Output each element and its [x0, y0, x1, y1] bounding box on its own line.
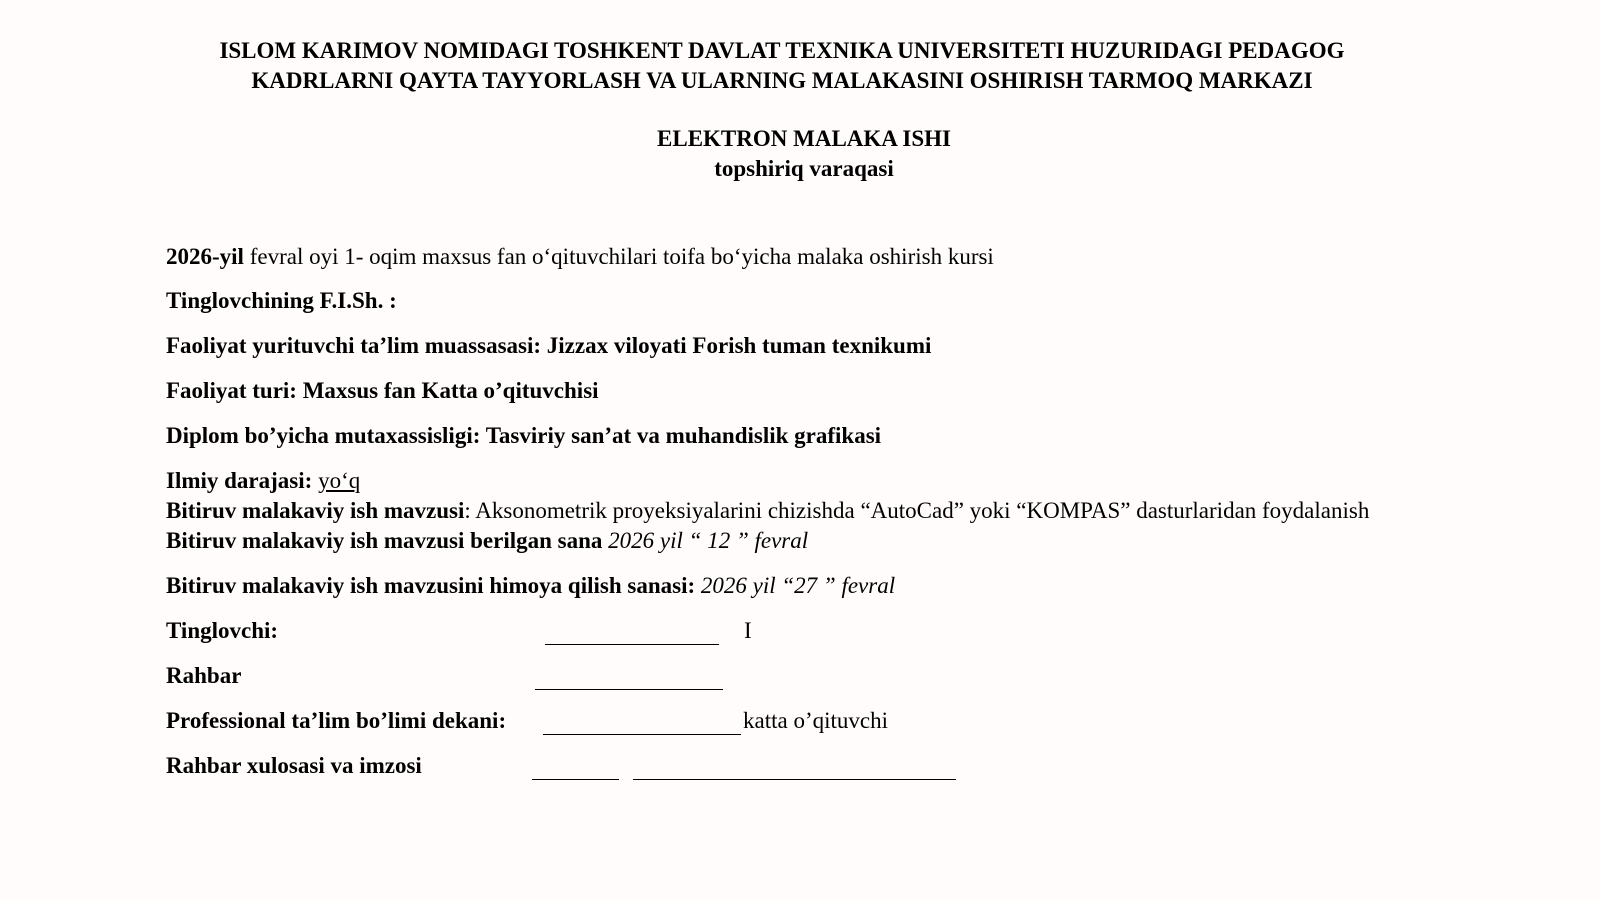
given-date-line — [166, 526, 808, 556]
given-date-label: Bitiruv malakaviy ish mavzusi berilgan sana — [166, 528, 609, 553]
degree-value: yo‘q — [318, 468, 361, 493]
conclusion-signature-blank[interactable] — [633, 757, 956, 780]
defense-date-label: Bitiruv malakaviy ish mavzusini himoya qilish sanasi: — [166, 573, 701, 598]
listener-signature-label: Tinglovchi: — [166, 618, 279, 643]
degree-label: Ilmiy darajasi: — [166, 468, 319, 493]
supervisor-signature-blank[interactable] — [535, 667, 723, 690]
conclusion-date-blank[interactable] — [532, 757, 619, 780]
header-line-2: KADRLARNI QAYTA TAYYORLASH VA ULARNING MALAKASINI OSHIRISH TARMOQ MARKAZI — [251, 68, 1313, 93]
course-line — [166, 242, 994, 272]
header-line-1: ISLOM KARIMOV NOMIDAGI TOSHKENT DAVLAT TEXNIKA UNIVERSITETI HUZURIDAGI PEDAGOG — [219, 38, 1345, 63]
document-title-block — [0, 124, 1600, 184]
dean-title: katta o’qituvchi — [743, 708, 888, 733]
topic-label: Bitiruv malakaviy ish mavzusi — [166, 498, 465, 523]
course-text: fevral oyi 1- oqim maxsus fan o‘qituvchilari toifa bo‘yicha malaka oshirish kursi — [243, 244, 994, 269]
listener-mark: I — [744, 618, 752, 643]
diploma-line: Diplom bo’yicha mutaxassisligi: Tasviriy san’at va muhandislik grafikasi — [166, 423, 882, 448]
listener-name-line: Tinglovchining F.I.Sh. : — [166, 288, 397, 313]
given-date-value: 2026 yil “ 12 ” fevral — [608, 528, 809, 553]
document-header — [0, 36, 1564, 96]
activity-line: Faoliyat turi: Maxsus fan Katta o’qituvchisi — [166, 378, 599, 403]
conclusion-signature-label: Rahbar xulosasi va imzosi — [166, 753, 422, 778]
listener-signature-line — [166, 616, 278, 646]
course-year: 2026-yil — [166, 244, 244, 269]
topic-value: : Aksonometrik proyeksiyalarini chizishda “AutoCad” yoki “KOMPAS” dasturlaridan foydalanish — [464, 498, 1370, 523]
supervisor-signature-line — [166, 661, 241, 691]
document-subtitle: topshiriq varaqasi — [714, 156, 894, 181]
institution-line: Faoliyat yurituvchi ta’lim muassasasi: Jizzax viloyati Forish tuman texnikumi — [166, 333, 932, 358]
defense-date-line — [166, 571, 895, 601]
defense-date-value: 2026 yil “27 ” fevral — [700, 573, 896, 598]
topic-line — [166, 496, 1369, 526]
supervisor-signature-label: Rahbar — [166, 663, 242, 688]
dean-signature-label: Professional ta’lim bo’limi dekani: — [166, 708, 507, 733]
dean-signature-blank[interactable] — [543, 712, 741, 735]
dean-signature-line — [166, 706, 506, 736]
degree-line — [166, 466, 360, 496]
listener-signature-blank[interactable] — [545, 622, 719, 645]
document-title: ELEKTRON MALAKA ISHI — [657, 126, 951, 151]
conclusion-signature-line — [166, 751, 422, 781]
